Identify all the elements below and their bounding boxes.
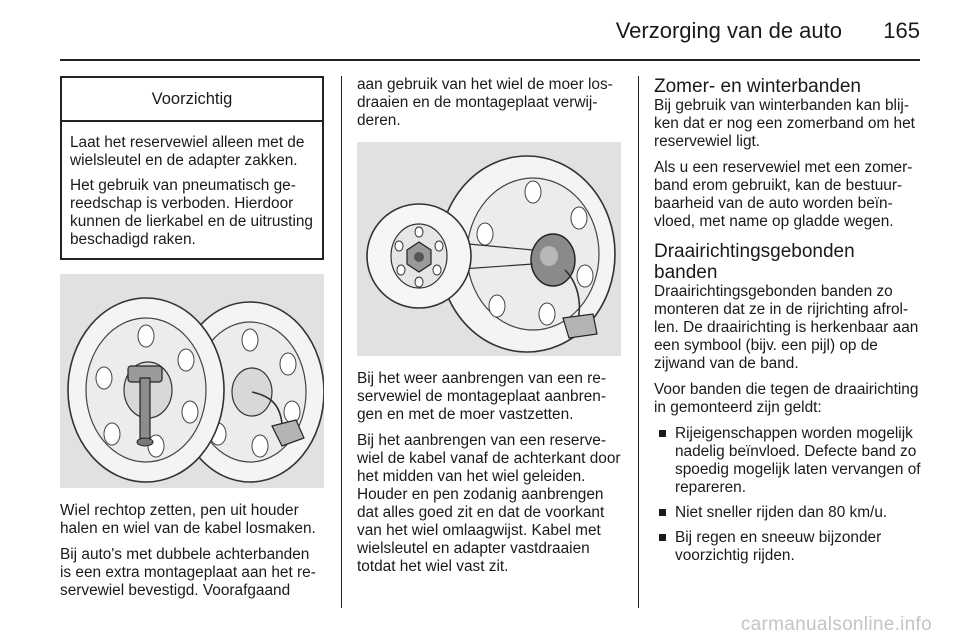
bullet-square-icon — [659, 430, 666, 437]
list-item — [654, 529, 922, 565]
list-item-text: Rijeigenschappen worden mogelijk nadelig beïnvloed. Defecte band zo spoedig mogelijk laten vervangen of repareren. — [675, 425, 921, 496]
caution-box — [60, 76, 324, 260]
body-paragraph: Bij het weer aanbrengen van een reservewiel de montageplaat aanbrengen en met de moer vastzetten. — [357, 370, 606, 423]
page-number: 165 — [883, 18, 920, 43]
illustration-mounting-plate — [357, 142, 621, 356]
body-paragraph: Als u een reservewiel met een zomerband erom gebruikt, kan de bestuurbaarheid van de auto worden beïnvloed, met name op gladde wegen. — [654, 159, 913, 230]
body-paragraph: Draairichtingsgebonden banden zo monteren dat ze in de rijrichting afrollen. De draairichting is herkenbaar aan een symbool (bijv. een pijl) op de zijwand van de band. — [654, 283, 919, 372]
body-paragraph: Voor banden die tegen de draairichting in gemonteerd zijn geldt: — [654, 381, 919, 416]
column-divider-1 — [341, 76, 342, 608]
caution-paragraph: Laat het reservewiel alleen met de wielsleutel en de adapter zakken. — [70, 134, 305, 169]
list-item-text: Niet sneller rijden dan 80 km/u. — [675, 504, 888, 521]
body-paragraph: Bij het aanbrengen van een reservewiel de kabel vanaf de achterkant door het midden van het wiel geleiden. Houder en pen zodanig aanbrengen dat alles goed zit en dat de voorkant van het wiel omlaagwijst. Kabel met wielsleutel en adapter vastdraaien totdat het wiel vast zit. — [357, 432, 621, 575]
list-item-text: Bij regen en sneeuw bijzonder voorzichtig rijden. — [675, 529, 882, 564]
column-divider-2 — [638, 76, 639, 608]
caution-paragraph: Het gebruik van pneumatisch gereedschap is verboden. Hierdoor kunnen de lierkabel en de uitrusting beschadigd raken. — [70, 177, 313, 248]
body-paragraph: Bij gebruik van winterbanden kan blijken dat er nog een zomerband om het reservewiel ligt. — [654, 97, 915, 150]
bullet-square-icon — [659, 534, 666, 541]
section-heading: Draairichtingsgebonden banden — [654, 241, 855, 283]
column-1 — [60, 76, 324, 608]
bullet-list — [654, 425, 922, 565]
column-2 — [357, 76, 621, 584]
section-heading: Zomer- en winterbanden — [654, 76, 861, 97]
spare-wheel-mounting-plate-icon — [357, 142, 621, 356]
body-paragraph: Bij auto's met dubbele achterbanden is een extra montageplaat aan het reservewiel bevestigd. Voorafgaand — [60, 546, 316, 599]
header-rule — [60, 59, 920, 61]
header-title: Verzorging van de auto — [615, 18, 842, 43]
bullet-square-icon — [659, 509, 666, 516]
spare-wheel-cable-pin-icon — [60, 274, 324, 488]
list-item — [654, 425, 922, 497]
body-paragraph: Wiel rechtop zetten, pen uit houder halen en wiel van de kabel losmaken. — [60, 502, 316, 537]
body-paragraph: aan gebruik van het wiel de moer losdraaien en de montageplaat verwijderen. — [357, 76, 613, 129]
caution-body — [62, 122, 322, 258]
caution-title: Voorzichtig — [62, 78, 322, 122]
watermark: carmanualsonline.info — [740, 614, 932, 635]
column-3 — [654, 76, 922, 572]
list-item — [654, 504, 922, 522]
page-header — [0, 0, 960, 62]
illustration-spare-wheel-cable — [60, 274, 324, 488]
